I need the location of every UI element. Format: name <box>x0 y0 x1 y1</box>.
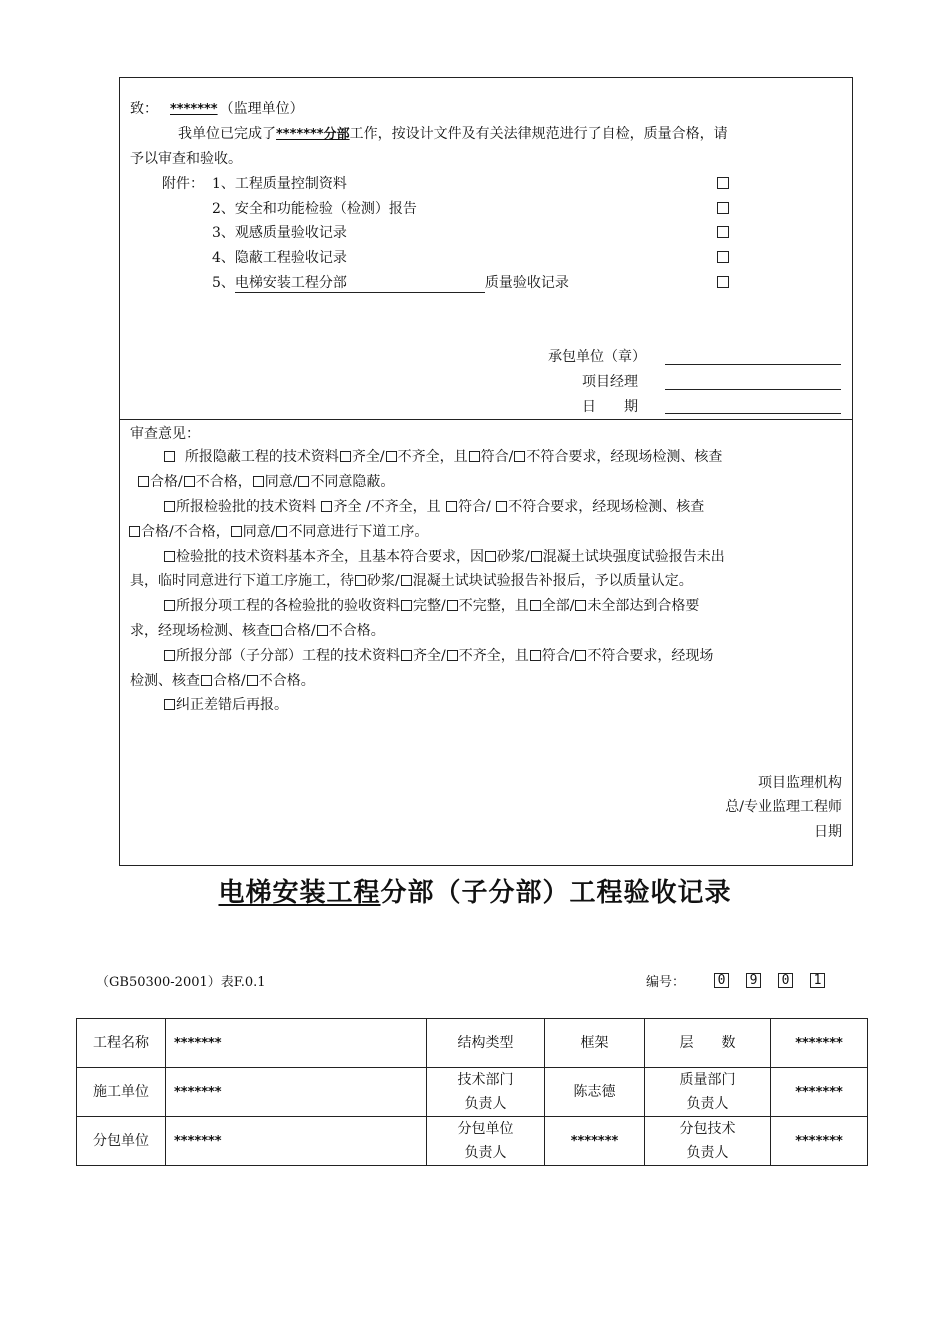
project-field[interactable]: *******分部 <box>276 127 350 142</box>
label-construction-unit: 施工单位 <box>77 1068 166 1117</box>
p1-agree-checkbox[interactable] <box>253 476 264 487</box>
p1-disagree-checkbox[interactable] <box>298 476 309 487</box>
review-p5-line2: 检测、核查 合格/ 不合格。 <box>130 673 315 689</box>
attachment-5-division[interactable]: 电梯安装工程分部 <box>235 275 485 293</box>
review-p4-line1: 所报分项工程的各检验批的验收资料 完整/ 不完整，且 全部/ 未全部达到合格要 <box>163 594 699 619</box>
addressee-prefix: 致： <box>130 101 158 117</box>
p4-fail-checkbox[interactable] <box>317 625 328 636</box>
attachment-4: 4、隐蔽工程验收记录 <box>212 250 347 266</box>
review-p1-line2: 合格/ 不合格， 同意/ 不同意隐蔽。 <box>137 470 394 495</box>
p3-checkbox[interactable] <box>164 551 175 562</box>
value-structure-type[interactable]: 框架 <box>545 1019 645 1068</box>
attachment-5 <box>212 272 569 293</box>
intro-text-b: 工作，按设计文件及有关法律规范进行了自检，质量合格，请 <box>349 126 728 142</box>
table-row <box>77 1019 868 1068</box>
label-subcontract-head: 分包单位 负责人 <box>427 1117 545 1166</box>
sig-supervisor-org: 项目监理机构 <box>758 775 842 791</box>
contractor-signature-line[interactable] <box>665 364 841 365</box>
attachment-1-checkbox[interactable] <box>717 177 729 189</box>
p5-conform-checkbox[interactable] <box>530 650 541 661</box>
p3-concrete2-checkbox[interactable] <box>401 575 412 586</box>
date-line[interactable] <box>665 413 841 414</box>
contractor-label: 承包单位（章） <box>548 349 646 365</box>
review-p2-line1: 所报检验批的技术资料 齐全 /不齐全，且 符合/ 不符合要求，经现场检测、核查 <box>163 495 704 520</box>
label-floors: 层 数 <box>645 1019 771 1068</box>
number-digit-4[interactable]: 1 <box>810 973 825 988</box>
number-label: 编号： <box>646 975 686 990</box>
value-subcontract-unit[interactable]: ******* <box>166 1117 427 1166</box>
table-row <box>77 1117 868 1166</box>
date-label: 日 期 <box>582 399 638 415</box>
value-construction-unit[interactable]: ******* <box>166 1068 427 1117</box>
sig-review-date: 日期 <box>814 824 842 840</box>
intro-text-a: 我单位已完成了 <box>178 126 276 142</box>
p1-fail-checkbox[interactable] <box>184 476 195 487</box>
addressee-suffix: （监理单位） <box>219 101 304 117</box>
p1-checkbox[interactable] <box>164 451 175 462</box>
standard-code: （GB50300-2001）表F.0.1 <box>96 975 266 990</box>
attachment-3: 3、观感质量验收记录 <box>212 225 347 241</box>
manager-label: 项目经理 <box>582 374 638 390</box>
submission-form <box>119 77 853 866</box>
number-digits <box>714 972 842 988</box>
attachments-label: 附件： <box>162 176 204 192</box>
review-p5-line1: 所报分部（子分部）工程的技术资料 齐全/ 不齐全，且 符合/ 不符合要求，经现场 <box>163 644 713 669</box>
p6-checkbox[interactable] <box>164 699 175 710</box>
title-project-name: 电梯安装工程 <box>218 878 381 908</box>
section-divider <box>120 419 852 420</box>
p5-complete-checkbox[interactable] <box>401 650 412 661</box>
value-project-name[interactable]: ******* <box>166 1019 427 1068</box>
value-subcontract-tech-head[interactable]: ******* <box>771 1117 868 1166</box>
label-subcontract-tech-head: 分包技术 负责人 <box>645 1117 771 1166</box>
attachment-2-checkbox[interactable] <box>717 202 729 214</box>
sig-supervisor-engineer: 总/专业监理工程师 <box>725 799 842 815</box>
p2-conform-checkbox[interactable] <box>446 501 457 512</box>
p5-pass-checkbox[interactable] <box>201 675 212 686</box>
label-quality-dept-head: 质量部门 负责人 <box>645 1068 771 1117</box>
review-p2-line2: 合格/不合格， 同意/ 不同意进行下道工序。 <box>128 520 428 545</box>
review-p1-line1: 所报隐蔽工程的技术资料 齐全/ 不齐全，且 符合/ 不符合要求，经现场检测、核查 <box>163 445 722 470</box>
attachment-5-suffix: 质量验收记录 <box>484 275 569 291</box>
review-p6-line1: 纠正差错后再报。 <box>163 693 288 718</box>
value-subcontract-head[interactable]: ******* <box>545 1117 645 1166</box>
p4-incomplete-checkbox[interactable] <box>447 600 458 611</box>
p2-complete-checkbox[interactable] <box>321 501 332 512</box>
label-project-name: 工程名称 <box>77 1019 166 1068</box>
number-digit-1[interactable]: 0 <box>714 973 729 988</box>
title-rest: 分部（子分部）工程验收记录 <box>380 878 732 908</box>
p4-checkbox[interactable] <box>164 600 175 611</box>
value-floors[interactable]: ******* <box>771 1019 868 1068</box>
p5-checkbox[interactable] <box>164 650 175 661</box>
attachment-4-checkbox[interactable] <box>717 251 729 263</box>
p1-pass-checkbox[interactable] <box>138 476 149 487</box>
review-title: 审查意见： <box>130 426 200 442</box>
p1-conform-checkbox[interactable] <box>469 451 480 462</box>
p3-mortar-checkbox[interactable] <box>485 551 496 562</box>
p1-complete-checkbox[interactable] <box>340 451 351 462</box>
manager-signature-line[interactable] <box>665 389 841 390</box>
value-tech-dept-head[interactable]: 陈志德 <box>545 1068 645 1117</box>
table-row <box>77 1068 868 1117</box>
p4-notall-checkbox[interactable] <box>575 600 586 611</box>
attachment-5-checkbox[interactable] <box>717 276 729 288</box>
p5-fail-checkbox[interactable] <box>247 675 258 686</box>
p5-nonconform-checkbox[interactable] <box>575 650 586 661</box>
attachment-2: 2、安全和功能检验（检测）报告 <box>212 201 417 217</box>
p1-nonconform-checkbox[interactable] <box>514 451 525 462</box>
attachment-1: 1、工程质量控制资料 <box>212 176 347 192</box>
p3-mortar2-checkbox[interactable] <box>355 575 366 586</box>
p4-all-checkbox[interactable] <box>530 600 541 611</box>
p2-checkbox[interactable] <box>164 501 175 512</box>
label-tech-dept-head: 技术部门 负责人 <box>427 1068 545 1117</box>
p2-nonconform-checkbox[interactable] <box>496 501 507 512</box>
p2-agree-checkbox[interactable] <box>231 526 242 537</box>
addressee-line <box>130 98 304 118</box>
attachment-3-checkbox[interactable] <box>717 226 729 238</box>
label-structure-type: 结构类型 <box>427 1019 545 1068</box>
project-info-table <box>76 1018 868 1166</box>
record-title <box>0 872 950 909</box>
attachment-5-prefix: 5、 <box>212 275 235 291</box>
p5-incomplete-checkbox[interactable] <box>447 650 458 661</box>
intro-line-1 <box>178 123 728 143</box>
p3-concrete-checkbox[interactable] <box>531 551 542 562</box>
review-p3-line1: 检验批的技术资料基本齐全，且基本符合要求，因 砂浆/ 混凝土试块强度试验报告未出 <box>163 545 725 570</box>
number-digit-2[interactable]: 9 <box>746 973 761 988</box>
review-p3-line2: 具，临时同意进行下道工序施工，待 砂浆/ 混凝土试块试验报告补报后，予以质量认定。 <box>130 573 693 589</box>
p2-disagree-checkbox[interactable] <box>276 526 287 537</box>
p4-complete-checkbox[interactable] <box>401 600 412 611</box>
intro-line-2: 予以审查和验收。 <box>130 151 242 167</box>
review-p4-line2: 求，经现场检测、核查 合格/ 不合格。 <box>130 623 385 639</box>
p1-incomplete-checkbox[interactable] <box>386 451 397 462</box>
supervisor-unit-field[interactable]: ******* <box>170 102 218 117</box>
number-digit-3[interactable]: 0 <box>778 973 793 988</box>
p2-pass-checkbox[interactable] <box>129 526 140 537</box>
p4-pass-checkbox[interactable] <box>271 625 282 636</box>
value-quality-dept-head[interactable]: ******* <box>771 1068 868 1117</box>
label-subcontract-unit: 分包单位 <box>77 1117 166 1166</box>
